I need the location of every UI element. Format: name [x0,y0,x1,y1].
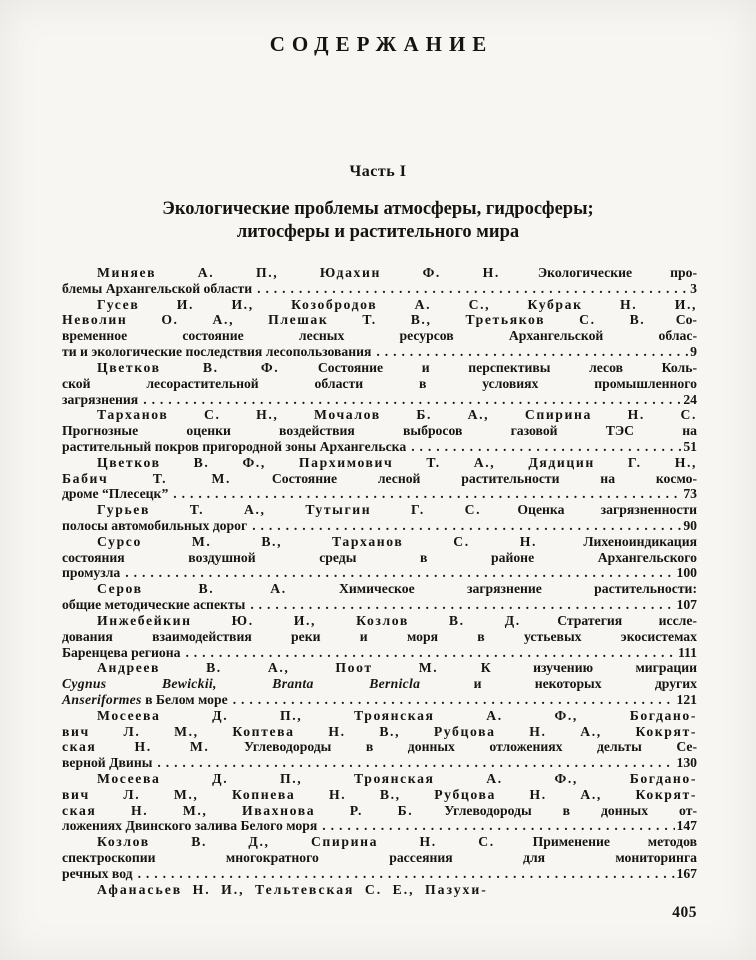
entry-line [62,660,697,676]
folio-page-number: 405 [672,904,697,921]
entry-last-line-text [62,755,152,771]
entry-title-text: Экологические про- [499,265,697,280]
entry-authors: Тарханов С. Н., Мочалов Б. А., Спирина Н. С. [97,407,697,423]
entry-page-number: 90 [683,518,697,533]
toc-entry [62,882,697,898]
entry-title-text: Со- [645,312,697,328]
entry-title-text: в Белом море [141,691,228,707]
entry-line [62,265,697,281]
entry-line [62,581,697,597]
entry-authors: Сурсо М. В., Тарханов С. Н. [97,533,537,549]
entry-authors: Инжебейкин Ю. И., Козлов В. Д. [97,612,521,628]
entry-title-text: растительный покров пригородной зоны Архангельска [62,438,407,454]
entry-title-text: речных вод [62,865,133,881]
dot-leader [143,392,682,408]
entry-title-text: временное состояние лесных ресурсов Архангельской облас- [62,328,697,344]
entry-title-text: Лихеноиндикация [536,533,697,549]
entry-title-text: состояния воздушной среды в районе Архангельского [62,549,697,565]
entry-line [62,376,697,392]
entry-authors: Гусев И. И., Козобродов А. С., Кубрак Н. И., [97,296,697,312]
entry-last-line-text [62,866,133,882]
entry-authors: вич Л. М., Коптева Н. В., Рубцова Н. А., Кокрят- [62,723,697,739]
entry-title-text: Углеводороды в донных отложениях дельты Се- [209,739,698,755]
entry-last-line [62,818,697,834]
dot-leader [322,818,675,834]
entry-page-number: 9 [690,344,697,360]
entry-last-line-text [62,344,371,360]
entry-line [62,297,697,313]
entry-line [62,850,697,866]
entry-line [62,739,697,755]
entry-title-text: ложениях Двинского залива Белого моря [62,818,318,834]
entry-authors: ская Н. М., Ивахнова Р. Б. [62,802,414,818]
entry-title-text: ти и экологические последствия лесопользования [62,344,372,360]
entry-authors: Бабич Т. М. [62,470,232,486]
entry-line [62,534,697,550]
entry-page-number: 51 [683,438,697,454]
entry-title-text: ской лесорастительной области в условиях промышленного [62,375,697,391]
entry-line [62,471,697,487]
entry-last-line [62,281,697,297]
entry-last-line [62,755,697,771]
entry-line [62,613,697,629]
entry-line [62,834,697,850]
section-heading-line1: Экологические проблемы атмосферы, гидросферы; [162,199,594,219]
entry-line [62,502,697,518]
entry-title-text: Оценка загрязненности [481,502,698,518]
entry-title-text: Применение методов [494,834,697,850]
entry-last-line [62,344,697,360]
entry-line [62,882,697,898]
entry-page-number: 121 [676,691,697,707]
entry-authors: Андреев В. А., Поот М. [97,660,439,676]
section-heading-line2: литосферы и растительного мира [236,221,520,242]
toc-entry [62,360,697,407]
dot-leader [376,344,689,360]
entry-authors: Цветков В. Ф., Пархимович Т. А., Дядицин Г. Н., [97,454,697,470]
entry-authors: Миняев А. П., Юдахин Ф. Н. [97,265,500,280]
dot-leader [257,281,689,297]
toc-entry [62,297,697,360]
entry-line [62,550,697,566]
entry-title-text: блемы Архангельской области [62,280,253,296]
dot-leader [185,645,677,661]
dot-leader [157,755,675,771]
entry-page-number: 73 [683,486,697,502]
entry-last-line-text [62,518,247,534]
entry-last-line [62,486,697,502]
entry-authors: ская Н. М. [62,739,210,755]
entry-authors: Неволин О. А., Плешак Т. В., Третьяков С. В. [62,312,646,328]
entry-page-number: 107 [676,597,697,613]
entry-title-text: Состояние и перспективы лесов Коль- [279,359,698,375]
entry-last-line-text [62,692,228,708]
entry-line [62,360,697,376]
entry-authors: Козлов В. Д., Спирина Н. С. [97,834,495,850]
toc-entry [62,534,697,581]
entry-line [62,312,697,328]
entry-line [62,803,697,819]
part-label: Часть I [349,163,407,180]
toc-entry [62,502,697,534]
section-heading [40,198,716,243]
toc-entry [62,455,697,502]
toc-entry [62,265,697,297]
toc-entry [62,660,697,707]
entry-line [62,724,697,740]
entry-title-text: Стратегия иссле- [520,612,697,628]
dot-leader [138,866,676,882]
dot-leader [252,518,682,534]
entry-line [62,787,697,803]
entry-title-text: К изучению миграции [438,660,698,676]
entry-page-number: 130 [676,755,697,771]
entry-title-text: общие методические аспекты [62,597,246,613]
entry-last-line [62,439,697,455]
toc-entry [62,407,697,454]
entry-authors: Цветков В. Ф. [97,359,280,375]
toc-entry [62,771,697,834]
toc-entry [62,834,697,881]
entry-title-text: Химическое загрязнение растительности: [286,581,698,597]
entry-page-number: 3 [690,280,697,296]
entry-last-line [62,392,697,408]
entry-title-text: спектроскопии многократного рассеяния для мониторинга [62,850,697,866]
entry-last-line [62,518,697,534]
entry-authors: Гурьев Т. А., Тутыгин Г. С. [97,502,482,518]
page-title: СОДЕРЖАНИЕ [269,32,494,56]
entry-line [62,328,697,344]
entry-last-line-text [62,597,245,613]
entry-last-line [62,866,697,882]
entry-title-text: полосы автомобильных дорог [62,518,248,533]
entry-last-line-text [62,486,168,502]
entry-latin-italic: Cygnus Bewickii, Branta Bernicla [62,676,421,692]
entry-authors: Афанасьев Н. И., Тельтевская С. Е., Пазухи- [97,881,488,897]
entry-last-line-text [62,392,138,408]
dot-leader [125,565,675,581]
toc-entry [62,613,697,660]
entry-title-text: промузла [62,565,121,581]
entry-authors: Мосеева Д. П., Троянская А. Ф., Богдано- [97,707,697,723]
dot-leader [411,439,682,455]
entry-line [62,708,697,724]
entry-page-number: 100 [676,565,697,581]
entry-page-number: 167 [676,865,697,881]
entry-title-text: дования взаимодействия реки и моря в устьевых экосистемах [62,628,697,644]
toc-entry [62,708,697,771]
entry-title-text: Состояние лесной растительности на космо- [231,470,698,486]
entry-authors: Серов В. А. [97,581,287,597]
entry-line [62,407,697,423]
entry-last-line-text [62,281,252,297]
dot-leader [233,692,676,708]
entry-last-line-text [62,645,180,661]
toc-entry [62,581,697,613]
entry-latin-italic: Anseriformes [62,691,142,707]
entry-last-line-text [62,565,120,581]
entry-last-line-text [62,439,406,455]
entry-last-line [62,565,697,581]
toc-entries [62,265,697,898]
entry-authors: Мосеева Д. П., Троянская А. Ф., Богдано- [97,771,697,786]
entry-authors: вич Л. М., Копнева Н. В., Рубцова Н. А., Кокрят- [62,786,697,802]
entry-line [62,455,697,471]
entry-line [62,771,697,787]
entry-page-number: 24 [683,391,697,407]
entry-title-text: и некоторых других [420,676,697,692]
entry-title-text: Прогнозные оценки воздействия выбросов газовой ТЭС на [62,423,697,439]
entry-title-text: верной Двины [62,755,153,771]
dot-leader [173,486,682,502]
entry-line [62,423,697,439]
entry-page-number: 147 [676,818,697,834]
entry-last-line-text [62,818,317,834]
entry-page-number: 111 [677,644,697,660]
entry-last-line [62,597,697,613]
dot-leader [250,597,675,613]
entry-line [62,629,697,645]
entry-last-line [62,692,697,708]
entry-last-line [62,645,697,661]
entry-title-text: Углеводороды в донных от- [413,802,697,818]
entry-line [62,676,697,692]
entry-title-text: загрязнения [62,391,139,407]
entry-title-text: Баренцева региона [62,644,181,660]
entry-title-text: дроме “Плесецк” [62,486,169,502]
